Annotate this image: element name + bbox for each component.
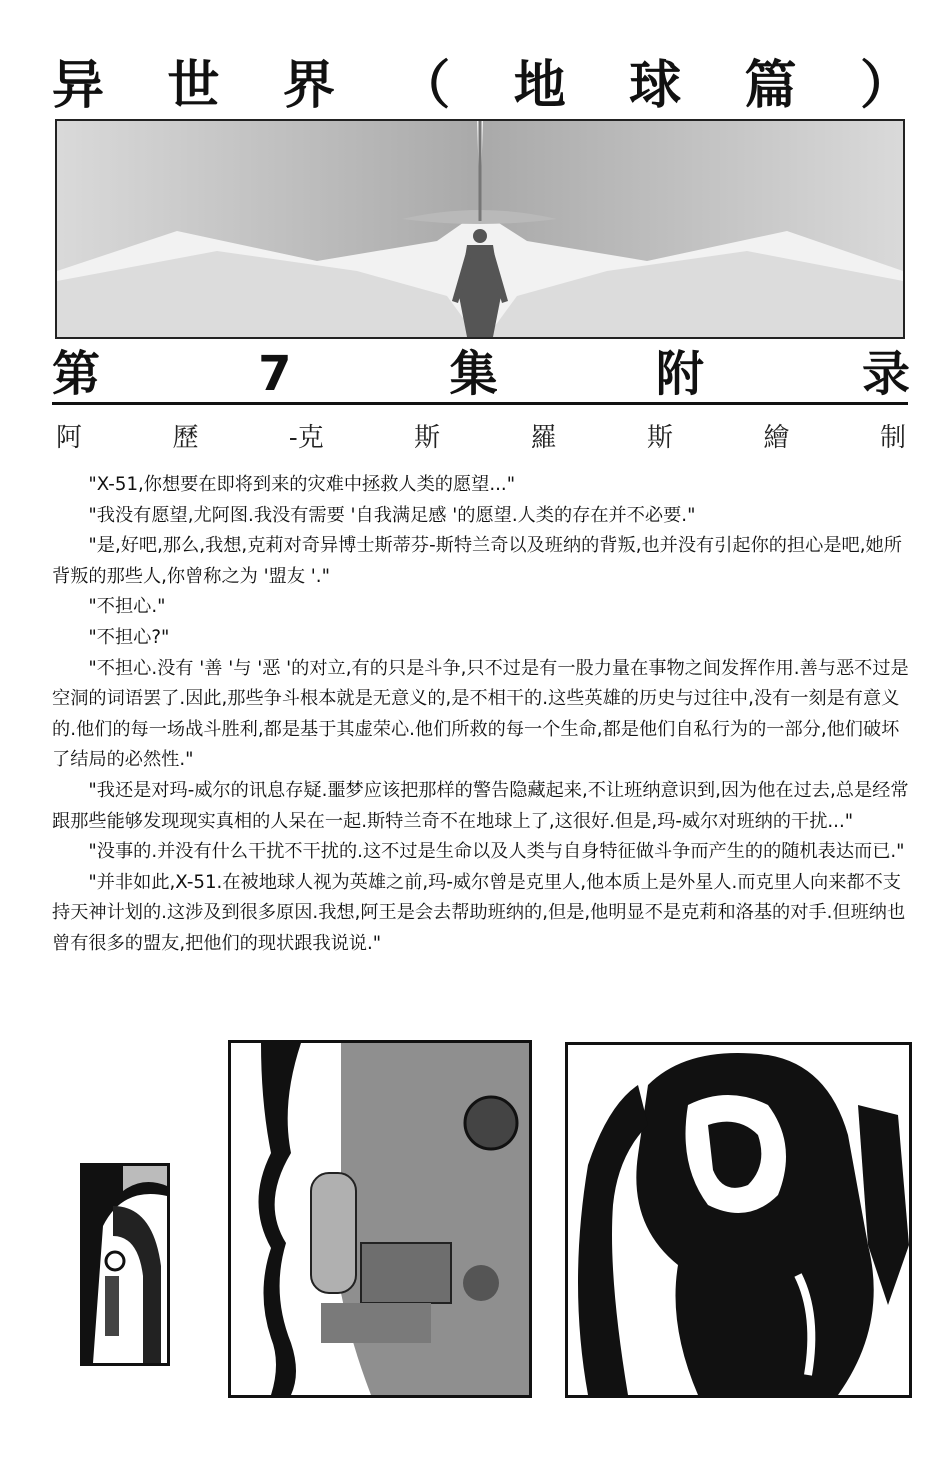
banner-drawing (57, 121, 903, 337)
dialogue-paragraph: "不担心." (88, 596, 166, 618)
dialogue-body (52, 470, 910, 960)
chapter-char: 第 (52, 346, 101, 402)
chapter-char: 附 (655, 346, 704, 402)
credit-char: 繪 (763, 422, 790, 453)
comic-panel-small (80, 1163, 170, 1366)
banner-illustration (55, 119, 905, 339)
series-title (52, 55, 912, 117)
comic-panel-middle (228, 1040, 532, 1398)
credit-char: 制 (879, 422, 906, 453)
credit-char: 斯 (647, 422, 674, 453)
panel-drawing (568, 1045, 909, 1395)
title-char: 篇 (744, 56, 797, 116)
dialogue-paragraph: "没事的.并没有什么干扰不干扰的.这不过是生命以及人类与自身特征做斗争而产生的的随机表达而已." (88, 841, 905, 863)
title-char: 世 (167, 56, 220, 116)
dialogue-paragraph: "X-51,你想要在即将到来的灾难中拯救人类的愿望..." (88, 474, 516, 495)
title-char: 界 (282, 56, 335, 116)
chapter-char: 7 (258, 346, 292, 402)
chapter-char: 录 (861, 346, 910, 402)
chapter-char: 集 (449, 346, 498, 402)
chapter-title (52, 346, 910, 402)
title-char: 异 (52, 56, 105, 116)
title-char: 球 (629, 56, 682, 116)
dialogue-paragraph: "不担心.没有 '善 '与 '恶 '的对立,有的只是斗争,只不过是有一股力量在事物之间发挥作用.善与恶不过是空洞的词语罢了.因此,那些争斗根本就是无意义的,是不相干的.这些英雄的历史与过往中,没有一刻是有意义的.他们的每一场战斗胜利,都是基于其虚荣心.他们所救的每一个生命,都是他们自私行为的一部分,他们破坏了结局的必然性." (52, 657, 909, 771)
dialogue-paragraph: "并非如此,X-51.在被地球人视为英雄之前,玛-威尔曾是克里人,他本质上是外星人.而克里人向来都不支持天神计划的.这涉及到很多原因.我想,阿王是会去帮助班纳的,但是,他明显不是克莉和洛基的对手.但班纳也曾有很多的盟友,把他们的现状跟我说说." (52, 871, 906, 954)
dialogue-paragraph: "我还是对玛-威尔的讯息存疑.噩梦应该把那样的警告隐藏起来,不让班纳意识到,因为他在过去,总是经常跟那些能够发现现实真相的人呆在一起.斯特兰奇不在地球上了,这很好.但是,玛-威尔对班纳的干扰..." (52, 779, 909, 832)
credit-char: 歷 (172, 422, 199, 453)
panel-drawing (83, 1166, 167, 1363)
dialogue-paragraph: "不担心?" (88, 626, 170, 648)
dialogue-paragraph: "我没有愿望,尤阿图.我没有需要 '自我满足感 '的愿望.人类的存在并不必要." (88, 504, 696, 526)
credit-char: 羅 (530, 422, 557, 453)
comic-panel-right (565, 1042, 912, 1398)
credit-char: -克 (288, 422, 324, 453)
title-char: 地 (513, 56, 566, 116)
artist-credit (56, 418, 906, 452)
credit-char: 斯 (414, 422, 441, 453)
panel-drawing (231, 1043, 529, 1395)
title-char: ） (859, 56, 912, 116)
chapter-divider (52, 402, 908, 405)
credit-char: 阿 (56, 422, 83, 453)
dialogue-paragraph: "是,好吧,那么,我想,克莉对奇异博士斯蒂芬-斯特兰奇以及班纳的背叛,也并没有引起你的担心是吧,她所背叛的那些人,你曾称之为 '盟友 '." (52, 535, 902, 587)
title-char: （ (398, 56, 451, 116)
